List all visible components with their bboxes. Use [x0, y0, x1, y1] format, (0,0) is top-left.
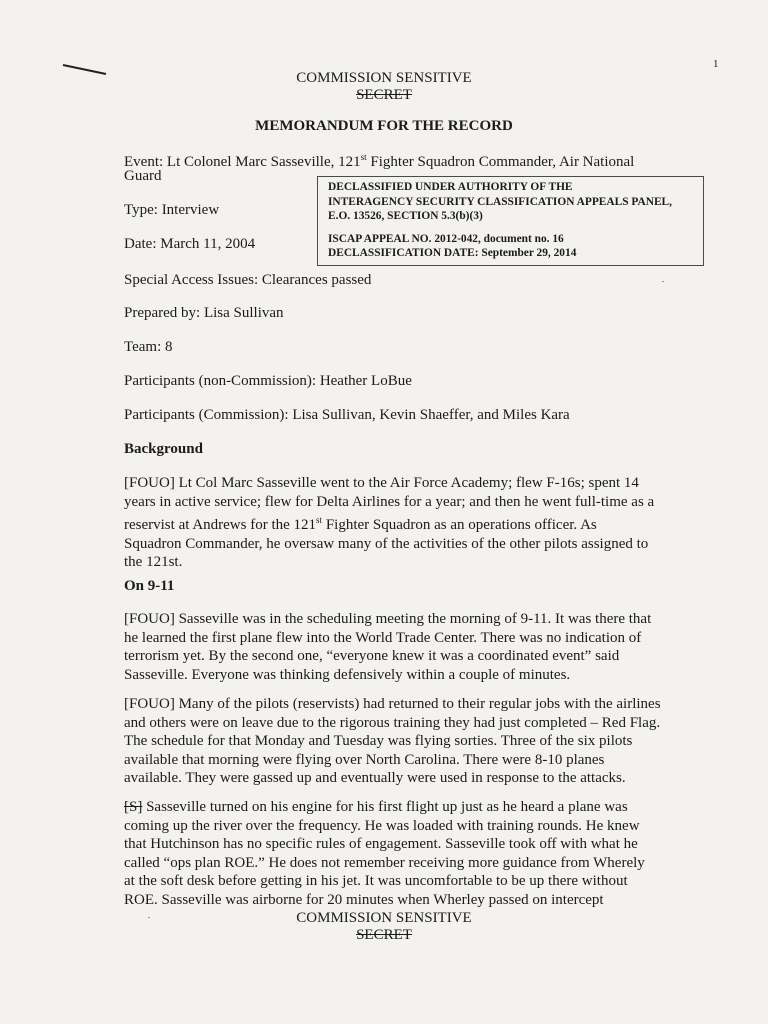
background-line: years in active service; flew for Delta Airlines for a year; and then he went full-time as a: [124, 493, 655, 510]
paragraph-line: and others were on leave due to the rigorous training they had just completed – Red Flag.: [124, 714, 661, 731]
classification-marking: [S]: [124, 799, 143, 815]
paragraph-line: [S] Sasseville turned on his engine for his first flight up just as he heard a plane was: [124, 799, 628, 815]
header-struck-classification: SECRET: [356, 87, 412, 103]
paragraph-line: ROE. Sasseville was airborne for 20 minutes when Wherley passed on intercept: [124, 891, 604, 908]
paragraph-line: [FOUO] Sasseville was in the scheduling meeting the morning of 9-11. It was there that: [124, 611, 652, 627]
paragraph-line: called “ops plan ROE.” He does not remember receiving more guidance from Wherely: [124, 854, 645, 871]
paragraph-line: coming up the river over the frequency. He was loaded with training rounds. He knew: [124, 817, 640, 834]
paragraph-line: that Hutchinson has no specific rules of engagement. Sasseville took off with what he: [124, 836, 638, 852]
paragraph-line: Sasseville. Everyone was thinking defensively within a couple of minutes.: [124, 666, 571, 683]
paragraph-line: terrorism yet. By the second one, “everyone knew it was a coordinated event” said: [124, 648, 620, 664]
paragraph-line: he learned the first plane flew into the World Trade Center. There was no indication of: [124, 629, 642, 646]
background-line: the 121st.: [124, 554, 183, 570]
footer-classification: COMMISSION SENSITIVE: [296, 910, 472, 926]
paragraph-scheduling-meeting: [124, 610, 652, 684]
stamp-line-3: E.O. 13526, SECTION 5.3(b)(3): [328, 210, 483, 223]
event-line: Event: Lt Colonel Marc Sasseville, 121st Fighter Squadron Commander, Air National: [124, 152, 635, 170]
background-heading: Background: [124, 441, 203, 457]
stamp-line-1: DECLASSIFIED UNDER AUTHORITY OF THE: [328, 181, 573, 193]
memo-title: MEMORANDUM FOR THE RECORD: [255, 118, 513, 134]
special-access-field: Special Access Issues: Clearances passed: [124, 272, 372, 288]
paragraph-line: available that morning were flying over North Carolina. There were 8-10 planes: [124, 751, 605, 768]
background-line: reservist at Andrews for the 121st Fighter Squadron as an operations officer. As: [124, 515, 597, 533]
paragraph-pilots: [124, 695, 661, 788]
paragraph-takeoff: [124, 798, 644, 909]
participants-non-commission: Participants (non-Commission): Heather LoBue: [124, 373, 412, 389]
background-paragraph: [124, 474, 655, 572]
stamp-line-4: ISCAP APPEAL NO. 2012-042, document no. 16: [328, 232, 564, 245]
page-number: 1: [713, 58, 719, 70]
stamp-line-2: INTERAGENCY SECURITY CLASSIFICATION APPEALS PANEL,: [328, 195, 672, 208]
type-field: Type: Interview: [124, 202, 220, 218]
date-field: Date: March 11, 2004: [124, 236, 256, 252]
team-field: Team: 8: [124, 339, 173, 355]
paragraph-line: at the soft desk before getting in his jet. It was uncomfortable to be up there without: [124, 873, 628, 889]
scan-speck: [662, 281, 664, 282]
declassification-stamp: [317, 176, 704, 266]
scan-speck: [148, 917, 150, 918]
event-line-2: Guard: [124, 168, 162, 184]
background-line: Squadron Commander, he oversaw many of the activities of the other pilots assigned to: [124, 535, 649, 552]
header-classification: COMMISSION SENSITIVE: [296, 70, 472, 86]
paragraph-line: [FOUO] Many of the pilots (reservists) had returned to their regular jobs with the airlines: [124, 696, 661, 712]
footer-struck-classification: SECRET: [356, 927, 412, 943]
prepared-by-field: Prepared by: Lisa Sullivan: [124, 305, 284, 321]
participants-commission: Participants (Commission): Lisa Sullivan, Kevin Shaeffer, and Miles Kara: [124, 407, 570, 423]
paragraph-line: The schedule for that Monday and Tuesday was flying sorties. Three of the six pilots: [124, 733, 633, 749]
stamp-line-5: DECLASSIFICATION DATE: September 29, 2014: [328, 247, 577, 260]
on911-heading: On 9-11: [124, 578, 175, 594]
paragraph-line: available. They were gassed up and eventually were used in response to the attacks.: [124, 770, 626, 786]
background-line: [FOUO] Lt Col Marc Sasseville went to the Air Force Academy; flew F-16s; spent 14: [124, 475, 639, 491]
